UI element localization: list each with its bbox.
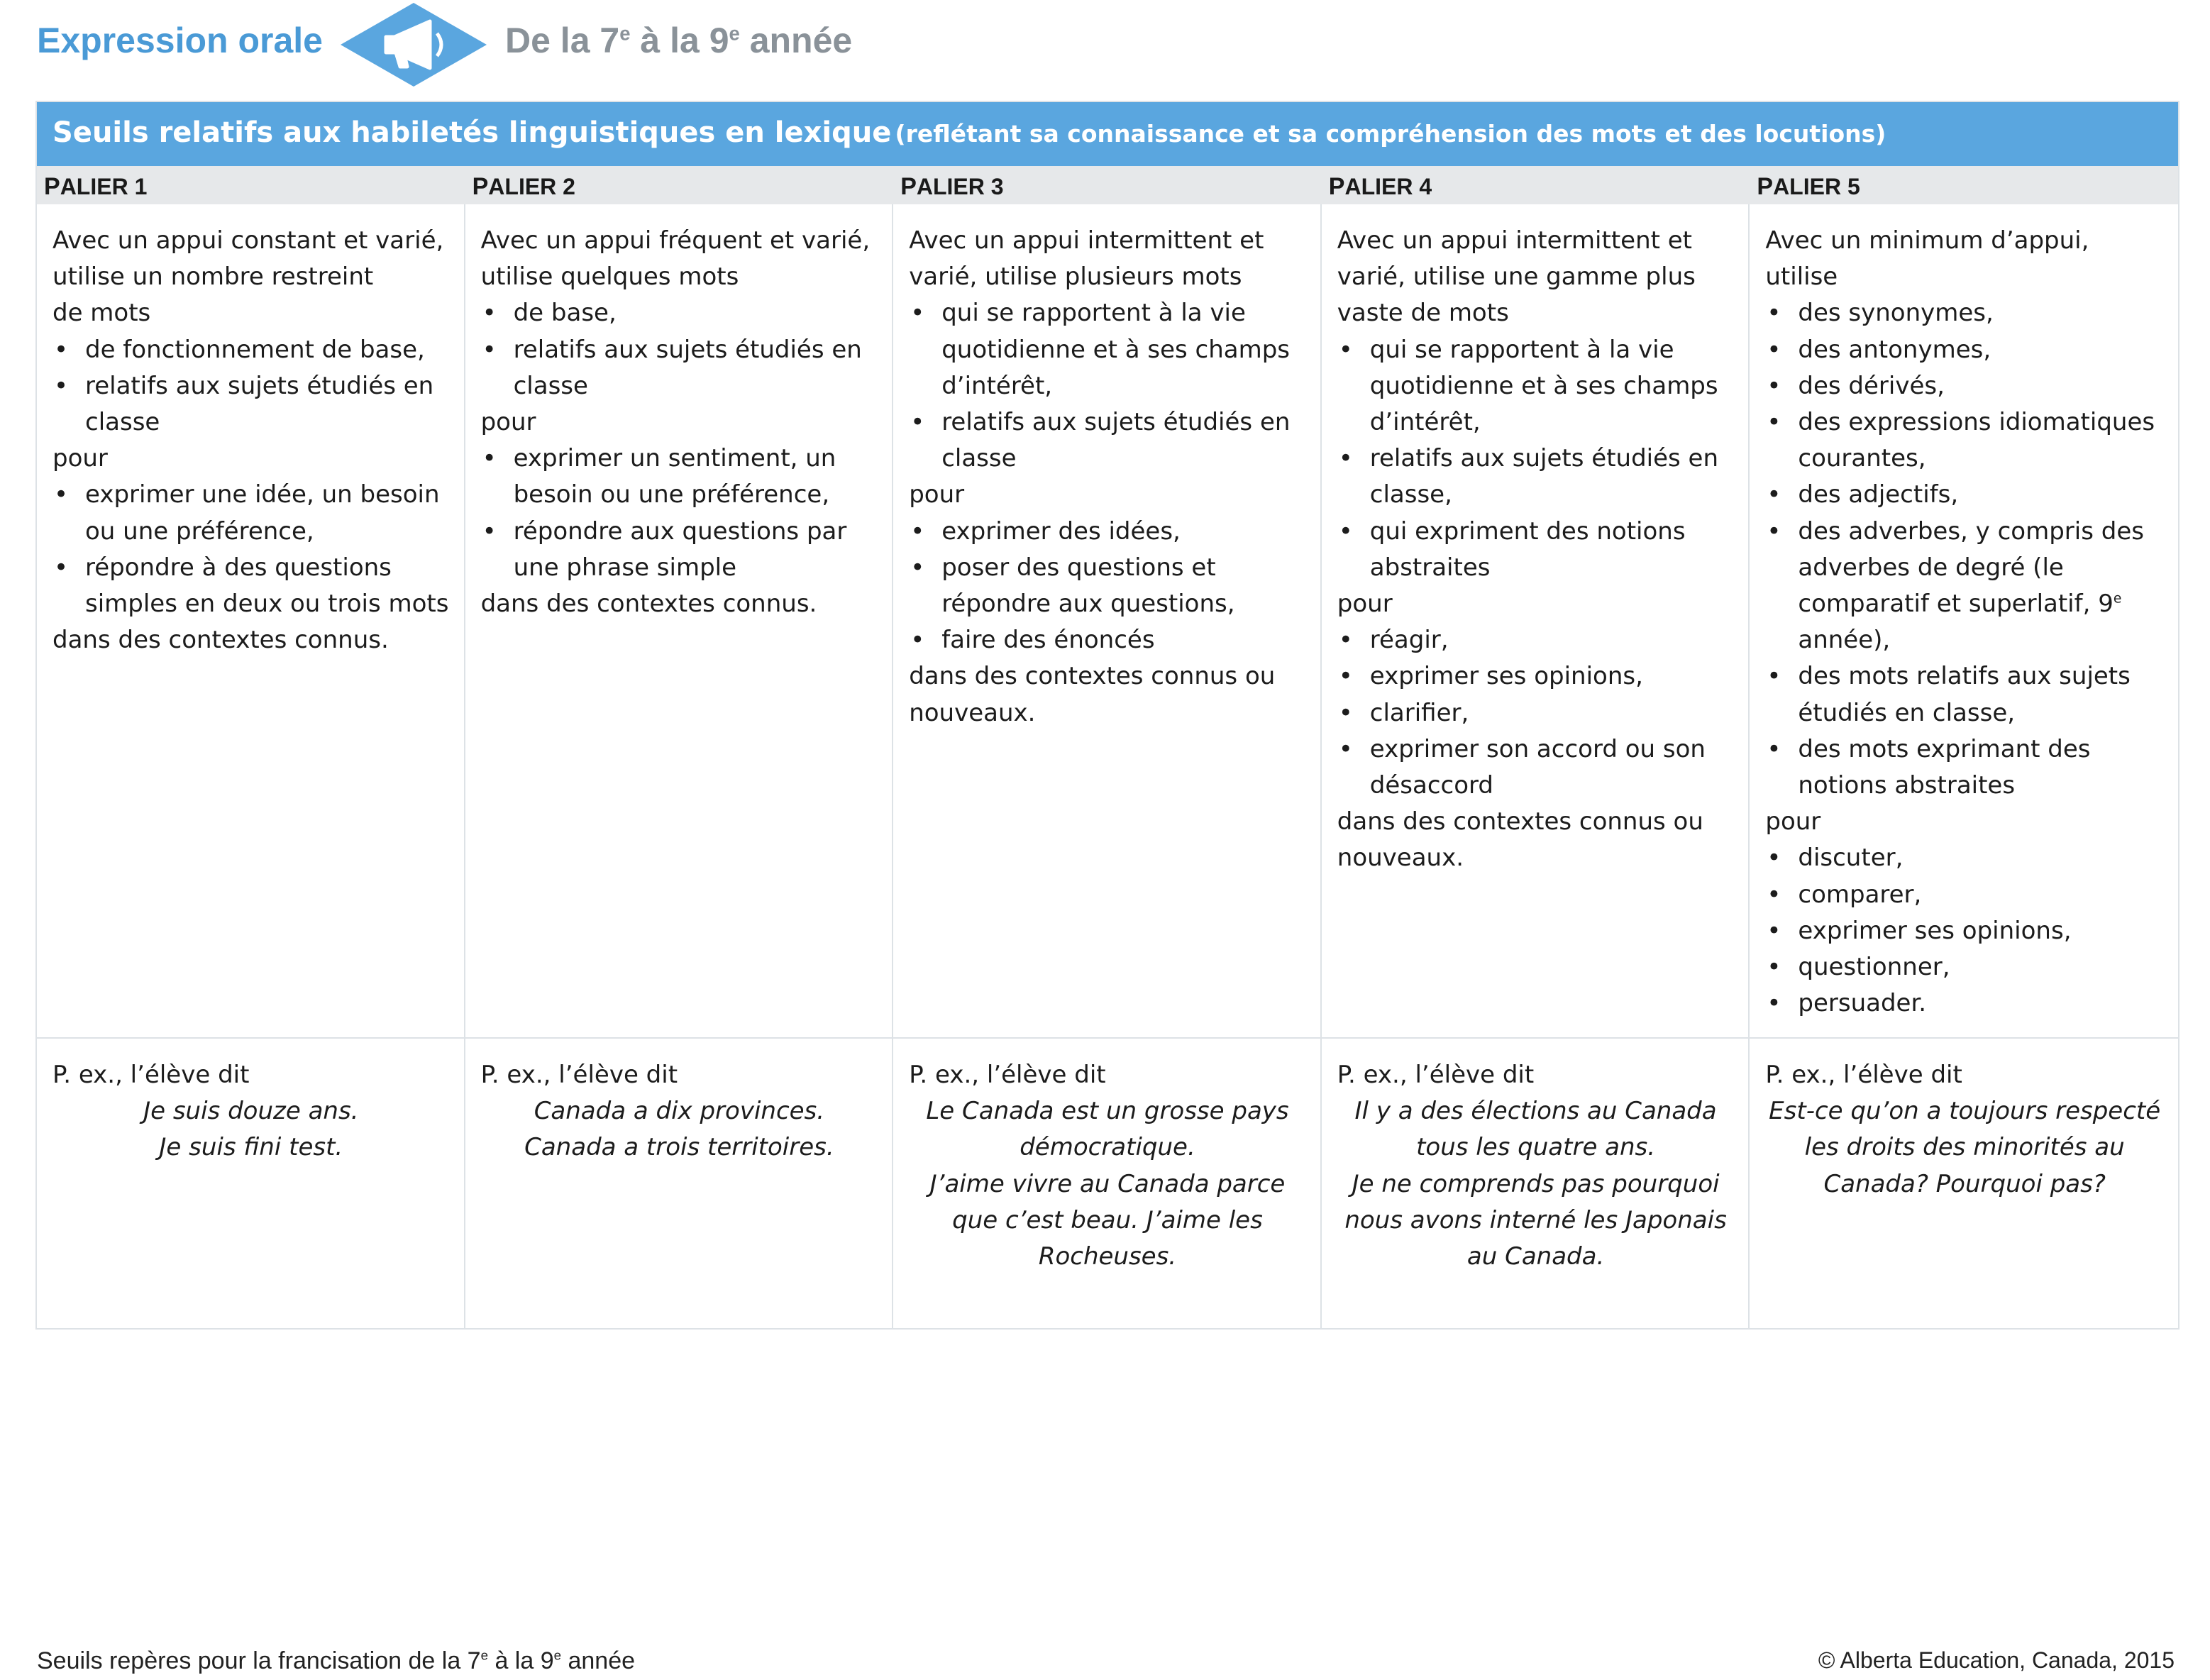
grade-range: De la 7e à la 9e année [505, 21, 853, 60]
descriptor-text: dans des contextes connus. [53, 626, 389, 655]
descriptor-text: utilise un nombre restreint [53, 262, 374, 292]
list-item: • exprimer un sentiment, un besoin ou une préférence, [481, 441, 878, 513]
footer-document-title: Seuils repères pour la francisation de la 7e à la 9e année [37, 1647, 636, 1674]
page-header [0, 0, 2210, 99]
example-quote: Il y a des élections au Canada tous les quatre ans. [1354, 1097, 1717, 1162]
descriptor-text: nouveaux. [1337, 844, 1464, 873]
list-item: • de fonctionnement de base, [53, 332, 450, 368]
descriptor-text: dans des contextes connus. [480, 590, 817, 619]
list-item: • exprimer ses opinions, [1765, 913, 2164, 949]
benchmark-table [35, 101, 2179, 1330]
footer-copyright: © Alberta Education, Canada, 2015 [1818, 1647, 2175, 1673]
descriptor-cell-tier-4 [1322, 204, 1750, 1037]
descriptor-text: Avec un appui constant et varié, [53, 226, 444, 255]
list-item: • discuter, [1765, 840, 2164, 876]
tier-3-header: PALIER 3 [900, 173, 1004, 200]
subject-title: Expression orale [37, 21, 323, 60]
descriptor-text: Avec un appui fréquent et varié, [480, 226, 871, 255]
descriptor-text: Avec un appui intermittent et [909, 226, 1264, 255]
list-item: • questionner, [1765, 949, 2164, 985]
tier-4-header: PALIER 4 [1328, 173, 1432, 200]
list-item: • faire des énoncés [909, 622, 1306, 658]
table-title-main: Seuils relatifs aux habiletés linguistiques en lexique [53, 116, 892, 149]
descriptor-text: utilise [1765, 262, 1838, 292]
list-item: • des adverbes, y compris des adverbes de degré (le comparatif et superlatif, 9e année), [1765, 514, 2164, 659]
list-item: • de base, [481, 295, 878, 331]
list-item: • qui se rapportent à la vie quotidienne et à ses champs d’intérêt, [909, 295, 1306, 404]
example-quote: Est-ce qu’on a toujours respecté les droits des minorités au Canada? Pourquoi pas? [1769, 1097, 2161, 1198]
descriptor-text: dans des contextes connus ou [909, 662, 1276, 691]
list-item: • réagir, [1337, 622, 1735, 658]
table-title [37, 102, 2178, 166]
example-quote: Je ne comprends pas pourquoi nous avons interné les Japonais au Canada. [1344, 1169, 1727, 1271]
list-item: • persuader. [1765, 985, 2164, 1022]
list-item: • relatifs aux sujets étudiés en classe [909, 404, 1306, 477]
list-item: • relatifs aux sujets étudiés en classe, [1337, 441, 1735, 513]
tier-2-header: PALIER 2 [472, 173, 575, 200]
descriptor-text: pour [53, 444, 108, 473]
list-item: • exprimer son accord ou son désaccord [1337, 731, 1735, 804]
list-item: • des mots relatifs aux sujets étudiés en classe, [1765, 658, 2164, 731]
descriptor-cell-tier-2 [465, 204, 894, 1037]
descriptor-text: Avec un minimum d’appui, [1765, 226, 2089, 255]
list-item: • des antonymes, [1765, 332, 2164, 368]
example-cell-tier-1 [37, 1039, 465, 1330]
example-intro: P. ex., l’élève dit [480, 1061, 678, 1089]
megaphone-icon [339, 1, 488, 88]
example-row [37, 1037, 2178, 1330]
list-item: • des dérivés, [1765, 368, 2164, 404]
descriptor-text: pour [1765, 807, 1821, 836]
list-item: • relatifs aux sujets étudiés en classe [481, 332, 878, 404]
example-intro: P. ex., l’élève dit [909, 1061, 1106, 1089]
example-cell-tier-5 [1750, 1039, 2178, 1330]
example-intro: P. ex., l’élève dit [53, 1061, 250, 1089]
list-item: • des adjectifs, [1765, 477, 2164, 513]
descriptor-text: nouveaux. [909, 698, 1036, 727]
descriptor-text: varié, utilise plusieurs mots [909, 262, 1242, 292]
example-intro: P. ex., l’élève dit [1337, 1061, 1535, 1089]
descriptor-text: de mots [53, 299, 151, 328]
list-item: • poser des questions et répondre aux questions, [909, 550, 1306, 622]
example-quote: Je suis fini test. [159, 1133, 343, 1162]
list-item: • qui expriment des notions abstraites [1337, 514, 1735, 586]
list-item: • exprimer une idée, un besoin ou une préférence, [53, 477, 450, 549]
example-quote: Le Canada est un grosse pays démocratique. [926, 1097, 1289, 1162]
list-item: • relatifs aux sujets étudiés en classe [53, 368, 450, 441]
table-title-sub: (reflétant sa connaissance et sa compréhension des mots et des locutions) [895, 120, 1886, 148]
descriptor-text: dans des contextes connus ou [1337, 807, 1703, 836]
tier-1-header: PALIER 1 [44, 173, 148, 200]
list-item: • qui se rapportent à la vie quotidienne et à ses champs d’intérêt, [1337, 332, 1735, 441]
example-cell-tier-2 [465, 1039, 894, 1330]
example-quote: Canada a trois territoires. [524, 1133, 834, 1162]
descriptor-text: utilise quelques mots [480, 262, 739, 292]
list-item: • exprimer ses opinions, [1337, 658, 1735, 695]
descriptor-text: pour [480, 408, 536, 437]
list-item: • comparer, [1765, 877, 2164, 913]
list-item: • des synonymes, [1765, 295, 2164, 331]
example-cell-tier-4 [1322, 1039, 1750, 1330]
descriptor-row [37, 204, 2178, 1037]
example-quote: J’aime vivre au Canada parce que c’est beau. J’aime les Rocheuses. [929, 1169, 1286, 1271]
example-intro: P. ex., l’élève dit [1765, 1061, 1962, 1089]
list-item: • des expressions idiomatiques courantes, [1765, 404, 2164, 477]
list-item: • exprimer des idées, [909, 514, 1306, 550]
example-cell-tier-3 [893, 1039, 1322, 1330]
descriptor-text: pour [1337, 590, 1393, 619]
list-item: • clarifier, [1337, 695, 1735, 731]
tier-header-row [37, 166, 2178, 204]
example-quote: Je suis douze ans. [143, 1097, 359, 1126]
example-quote: Canada a dix provinces. [534, 1097, 825, 1126]
descriptor-text: pour [909, 480, 965, 509]
descriptor-text: Avec un appui intermittent et [1337, 226, 1693, 255]
list-item: • des mots exprimant des notions abstraites [1765, 731, 2164, 804]
list-item: • répondre aux questions par une phrase simple [481, 514, 878, 586]
descriptor-cell-tier-1 [37, 204, 465, 1037]
tier-5-header: PALIER 5 [1757, 173, 1860, 200]
descriptor-cell-tier-5 [1750, 204, 2178, 1037]
descriptor-cell-tier-3 [893, 204, 1322, 1037]
descriptor-text: vaste de mots [1337, 299, 1509, 328]
descriptor-text: varié, utilise une gamme plus [1337, 262, 1696, 292]
list-item: • répondre à des questions simples en deux ou trois mots [53, 550, 450, 622]
